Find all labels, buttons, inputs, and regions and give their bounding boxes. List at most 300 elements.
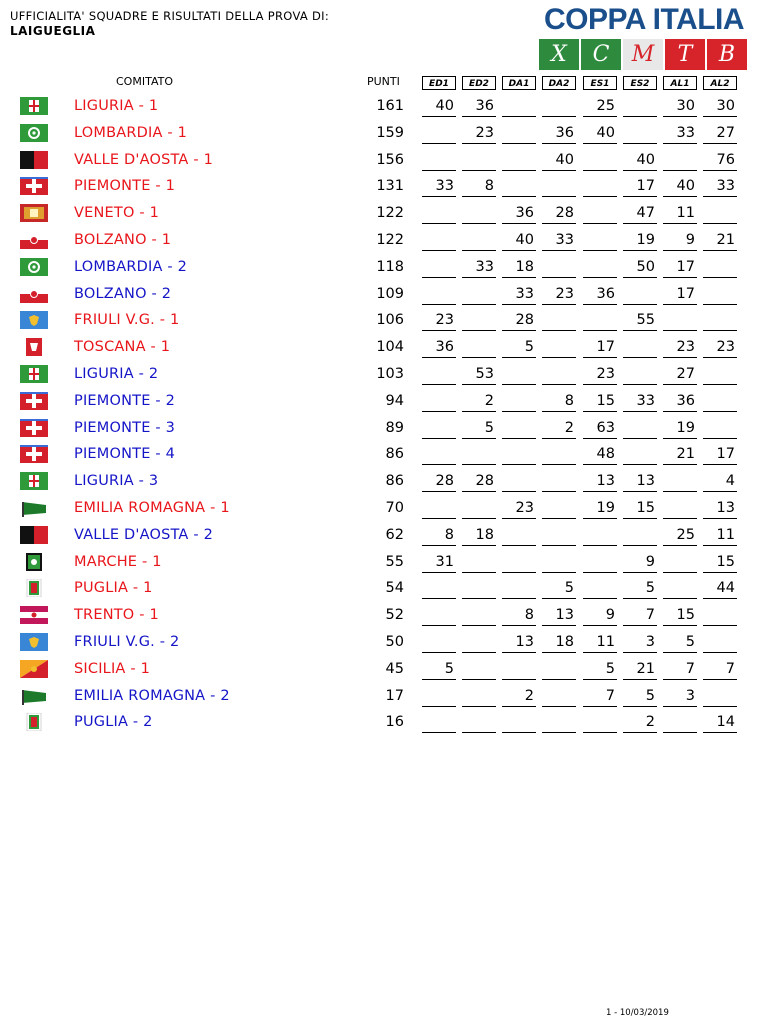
score-cell-es1 <box>583 579 617 599</box>
puglia-flag-icon <box>20 579 48 597</box>
sicilia-flag-icon <box>20 660 48 678</box>
piemonte-flag-icon <box>20 392 48 410</box>
score-cell-es1: 17 <box>583 338 617 358</box>
score-cell-al1: 9 <box>663 231 697 251</box>
score-cell-da2 <box>542 365 576 385</box>
column-header-comitato: COMITATO <box>116 75 173 88</box>
team-points: 94 <box>385 392 404 409</box>
score-cell-ed1 <box>422 499 456 519</box>
score-cell-ed1 <box>422 633 456 653</box>
piemonte-flag-icon <box>20 419 48 437</box>
team-points: 17 <box>385 687 404 704</box>
score-cell-ed2 <box>462 151 496 171</box>
team-points: 109 <box>376 285 404 302</box>
score-cell-es1: 23 <box>583 365 617 385</box>
team-points: 45 <box>385 660 404 677</box>
team-name: PUGLIA - 2 <box>74 714 153 731</box>
score-cell-al2: 4 <box>703 472 737 492</box>
score-cell-ed1 <box>422 365 456 385</box>
column-code-es1: ES1 <box>583 76 617 90</box>
team-points: 122 <box>376 205 404 222</box>
team-points: 89 <box>385 419 404 436</box>
score-cell-al1 <box>663 311 697 331</box>
score-cell-al1: 15 <box>663 606 697 626</box>
score-cell-da2: 33 <box>542 231 576 251</box>
logo-title: COPPA ITALIA <box>543 3 745 36</box>
veneto-flag-icon <box>20 204 48 222</box>
lombardia-flag-icon <box>20 258 48 276</box>
score-cell-al1: 7 <box>663 660 697 680</box>
marche-flag-icon <box>20 553 48 571</box>
score-cell-al2 <box>703 311 737 331</box>
score-cell-ed1: 31 <box>422 553 456 573</box>
score-cell-ed2: 53 <box>462 365 496 385</box>
score-cell-da2: 36 <box>542 124 576 144</box>
score-cell-es1: 15 <box>583 392 617 412</box>
table-row <box>0 442 768 469</box>
score-cell-al2 <box>703 285 737 305</box>
score-cell-es1: 19 <box>583 499 617 519</box>
score-cell-ed2 <box>462 285 496 305</box>
score-cell-al1: 3 <box>663 687 697 707</box>
column-code-da2: DA2 <box>542 76 576 90</box>
liguria-flag-icon <box>20 365 48 383</box>
team-points: 86 <box>385 446 404 463</box>
score-cell-da1 <box>502 97 536 117</box>
table-row <box>0 416 768 443</box>
team-name: PIEMONTE - 2 <box>74 392 176 409</box>
score-cell-da1 <box>502 472 536 492</box>
table-row <box>0 362 768 389</box>
score-cell-ed1 <box>422 204 456 224</box>
score-cell-al1: 27 <box>663 365 697 385</box>
friuli-flag-icon <box>20 633 48 651</box>
score-cell-al2: 15 <box>703 553 737 573</box>
score-cell-ed2: 28 <box>462 472 496 492</box>
score-cell-da2 <box>542 553 576 573</box>
score-cell-es1 <box>583 311 617 331</box>
score-cell-al2: 76 <box>703 151 737 171</box>
score-cell-da1 <box>502 151 536 171</box>
emilia-flag-icon <box>20 499 48 517</box>
table-row <box>0 684 768 711</box>
table-row <box>0 94 768 121</box>
score-cell-da2 <box>542 258 576 278</box>
score-cell-es1: 36 <box>583 285 617 305</box>
score-cell-al1: 25 <box>663 526 697 546</box>
score-cell-al2 <box>703 419 737 439</box>
table-row <box>0 389 768 416</box>
score-cell-da2: 18 <box>542 633 576 653</box>
team-points: 54 <box>385 580 404 597</box>
score-cell-da2 <box>542 445 576 465</box>
table-row <box>0 121 768 148</box>
score-cell-ed2 <box>462 499 496 519</box>
team-name: FRIULI V.G. - 2 <box>74 634 180 650</box>
toscana-flag-icon <box>20 338 48 356</box>
score-cell-al2: 7 <box>703 660 737 680</box>
score-cell-ed2 <box>462 633 496 653</box>
score-cell-al2: 30 <box>703 97 737 117</box>
score-cell-es1: 13 <box>583 472 617 492</box>
team-name: LOMBARDIA - 2 <box>74 258 188 275</box>
table-row <box>0 657 768 684</box>
score-cell-ed1 <box>422 231 456 251</box>
score-cell-da2 <box>542 713 576 733</box>
score-cell-al1: 23 <box>663 338 697 358</box>
score-cell-es2: 40 <box>623 151 657 171</box>
score-cell-al1: 40 <box>663 177 697 197</box>
score-cell-ed1 <box>422 606 456 626</box>
team-name: PIEMONTE - 3 <box>74 419 176 436</box>
score-cell-al2: 13 <box>703 499 737 519</box>
score-cell-es2: 47 <box>623 204 657 224</box>
team-name: EMILIA ROMAGNA - 2 <box>74 687 230 704</box>
score-cell-da1: 33 <box>502 285 536 305</box>
logo-tile-m: M <box>623 39 663 70</box>
team-name: VALLE D'AOSTA - 2 <box>74 526 213 543</box>
column-code-da1: DA1 <box>502 76 536 90</box>
score-cell-al2: 27 <box>703 124 737 144</box>
score-cell-ed2: 2 <box>462 392 496 412</box>
score-cell-es2: 13 <box>623 472 657 492</box>
score-cell-da2 <box>542 177 576 197</box>
score-cell-ed2: 36 <box>462 97 496 117</box>
score-cell-da2 <box>542 311 576 331</box>
score-cell-es1: 63 <box>583 419 617 439</box>
liguria-flag-icon <box>20 472 48 490</box>
score-cell-ed2 <box>462 338 496 358</box>
score-cell-al2 <box>703 365 737 385</box>
team-name: VALLE D'AOSTA - 1 <box>74 151 213 168</box>
header-title: UFFICIALITA' SQUADRE E RISULTATI DELLA PROVA DI: <box>10 9 330 23</box>
score-cell-ed1: 23 <box>422 311 456 331</box>
score-cell-es2: 50 <box>623 258 657 278</box>
score-cell-ed1: 28 <box>422 472 456 492</box>
team-points: 118 <box>376 258 404 275</box>
logo-tiles <box>539 39 747 70</box>
score-cell-da1 <box>502 445 536 465</box>
score-cell-es1 <box>583 151 617 171</box>
puglia-flag-icon <box>20 713 48 731</box>
score-cell-es1 <box>583 553 617 573</box>
score-cell-ed2: 33 <box>462 258 496 278</box>
score-cell-ed2 <box>462 713 496 733</box>
team-name: MARCHE - 1 <box>74 553 162 570</box>
score-cell-ed1: 40 <box>422 97 456 117</box>
score-cell-es2 <box>623 124 657 144</box>
score-cell-al1: 36 <box>663 392 697 412</box>
score-cell-ed1 <box>422 258 456 278</box>
team-points: 86 <box>385 473 404 490</box>
score-cell-al1 <box>663 713 697 733</box>
table-row <box>0 603 768 630</box>
score-cell-es2: 33 <box>623 392 657 412</box>
team-name: BOLZANO - 2 <box>74 285 172 302</box>
score-cell-es1: 40 <box>583 124 617 144</box>
team-points: 70 <box>385 500 404 516</box>
score-cell-ed2 <box>462 579 496 599</box>
score-cell-ed1: 36 <box>422 338 456 358</box>
score-cell-da1 <box>502 392 536 412</box>
score-cell-al1: 30 <box>663 97 697 117</box>
table-row <box>0 308 768 335</box>
aosta-flag-icon <box>20 151 48 169</box>
score-cell-da1 <box>502 124 536 144</box>
score-cell-da2 <box>542 687 576 707</box>
table-row <box>0 550 768 577</box>
score-cell-es2 <box>623 338 657 358</box>
score-cell-da2 <box>542 526 576 546</box>
score-cell-da2: 5 <box>542 579 576 599</box>
page-footer: 1 - 10/03/2019 <box>606 1008 669 1018</box>
score-cell-al2: 33 <box>703 177 737 197</box>
score-cell-es2: 9 <box>623 553 657 573</box>
team-points: 52 <box>385 607 404 624</box>
piemonte-flag-icon <box>20 177 48 195</box>
team-name: EMILIA ROMAGNA - 1 <box>74 500 230 516</box>
score-cell-al1: 21 <box>663 445 697 465</box>
score-cell-es1: 7 <box>583 687 617 707</box>
score-cell-ed1 <box>422 687 456 707</box>
score-cell-al1 <box>663 579 697 599</box>
team-name: PIEMONTE - 4 <box>74 446 176 463</box>
team-points: 104 <box>376 339 404 356</box>
score-cell-ed2 <box>462 204 496 224</box>
bolzano-flag-icon <box>20 231 48 249</box>
score-cell-da1 <box>502 177 536 197</box>
column-code-ed2: ED2 <box>462 76 496 90</box>
score-cell-ed2 <box>462 553 496 573</box>
score-cell-da2 <box>542 660 576 680</box>
score-cell-da1: 5 <box>502 338 536 358</box>
team-name: LIGURIA - 2 <box>74 366 159 382</box>
table-row <box>0 710 768 737</box>
score-cell-al1 <box>663 151 697 171</box>
table-row <box>0 148 768 175</box>
lombardia-flag-icon <box>20 124 48 142</box>
score-cell-es2 <box>623 526 657 546</box>
score-cell-al2 <box>703 687 737 707</box>
score-cell-ed1: 5 <box>422 660 456 680</box>
score-cell-es1: 48 <box>583 445 617 465</box>
score-cell-ed2: 8 <box>462 177 496 197</box>
score-cell-al1: 33 <box>663 124 697 144</box>
emilia-flag-icon <box>20 687 48 705</box>
score-cell-da1: 36 <box>502 204 536 224</box>
team-points: 55 <box>385 553 404 570</box>
team-points: 159 <box>376 124 404 141</box>
team-points: 122 <box>376 232 404 248</box>
score-cell-da1: 23 <box>502 499 536 519</box>
score-cell-al2 <box>703 633 737 653</box>
score-cell-ed2 <box>462 606 496 626</box>
score-cell-ed1 <box>422 124 456 144</box>
score-cell-es2 <box>623 445 657 465</box>
score-cell-es2: 17 <box>623 177 657 197</box>
score-cell-al2: 11 <box>703 526 737 546</box>
score-cell-es1 <box>583 526 617 546</box>
score-cell-es2: 3 <box>623 633 657 653</box>
team-name: PUGLIA - 1 <box>74 580 153 597</box>
header-location: LAIGUEGLIA <box>10 24 96 38</box>
score-cell-da2: 8 <box>542 392 576 412</box>
table-row <box>0 201 768 228</box>
team-points: 131 <box>376 178 404 195</box>
team-name: SICILIA - 1 <box>74 660 151 677</box>
team-points: 62 <box>385 526 404 543</box>
score-cell-ed2: 23 <box>462 124 496 144</box>
score-cell-da1 <box>502 660 536 680</box>
score-cell-es1: 11 <box>583 633 617 653</box>
score-cell-es1 <box>583 258 617 278</box>
score-cell-da1 <box>502 553 536 573</box>
column-code-es2: ES2 <box>623 76 657 90</box>
table-row <box>0 282 768 309</box>
table-row <box>0 469 768 496</box>
score-cell-al2: 44 <box>703 579 737 599</box>
table-row <box>0 523 768 550</box>
score-cell-al1: 19 <box>663 419 697 439</box>
score-cell-da1 <box>502 579 536 599</box>
score-cell-da2 <box>542 97 576 117</box>
score-cell-al1: 5 <box>663 633 697 653</box>
team-name: LIGURIA - 3 <box>74 473 159 490</box>
friuli-flag-icon <box>20 311 48 329</box>
score-cell-al2: 21 <box>703 231 737 251</box>
score-cell-es2: 19 <box>623 231 657 251</box>
column-code-al1: AL1 <box>663 76 697 90</box>
score-cell-ed2 <box>462 660 496 680</box>
score-cell-da2: 40 <box>542 151 576 171</box>
score-cell-ed1 <box>422 713 456 733</box>
score-cell-da2: 28 <box>542 204 576 224</box>
score-cell-ed1 <box>422 579 456 599</box>
score-cell-es1 <box>583 204 617 224</box>
score-cell-es2: 2 <box>623 713 657 733</box>
score-cell-da2 <box>542 338 576 358</box>
score-cell-ed1 <box>422 419 456 439</box>
score-cell-ed2: 18 <box>462 526 496 546</box>
score-cell-es2: 7 <box>623 606 657 626</box>
team-points: 106 <box>376 312 404 329</box>
piemonte-flag-icon <box>20 445 48 463</box>
score-cell-al2: 14 <box>703 713 737 733</box>
column-code-ed1: ED1 <box>422 76 456 90</box>
score-cell-al2: 23 <box>703 338 737 358</box>
team-name: PIEMONTE - 1 <box>74 178 176 195</box>
score-cell-al1: 17 <box>663 285 697 305</box>
table-row <box>0 630 768 657</box>
score-cell-da1 <box>502 419 536 439</box>
score-cell-es2 <box>623 419 657 439</box>
score-cell-da1: 8 <box>502 606 536 626</box>
score-cell-da2: 23 <box>542 285 576 305</box>
score-cell-al2 <box>703 392 737 412</box>
score-cell-es1 <box>583 231 617 251</box>
score-cell-es1 <box>583 713 617 733</box>
score-cell-al2 <box>703 204 737 224</box>
column-header-punti: PUNTI <box>367 75 400 88</box>
team-points: 161 <box>376 98 404 114</box>
score-cell-da1 <box>502 365 536 385</box>
score-cell-ed1 <box>422 392 456 412</box>
score-cell-es1: 25 <box>583 97 617 117</box>
logo-tile-c: C <box>581 39 621 70</box>
score-cell-al1: 11 <box>663 204 697 224</box>
score-cell-al2 <box>703 258 737 278</box>
score-cell-es2 <box>623 97 657 117</box>
score-cell-ed2 <box>462 231 496 251</box>
score-cell-da1: 28 <box>502 311 536 331</box>
score-cell-al2 <box>703 606 737 626</box>
score-cell-es2: 55 <box>623 311 657 331</box>
logo-tile-x: X <box>539 39 579 70</box>
score-cell-ed1 <box>422 445 456 465</box>
table-row <box>0 174 768 201</box>
score-cell-al1 <box>663 499 697 519</box>
score-cell-al2: 17 <box>703 445 737 465</box>
team-name: LOMBARDIA - 1 <box>74 124 188 141</box>
score-cell-al1: 17 <box>663 258 697 278</box>
team-points: 50 <box>385 634 404 650</box>
score-cell-es2: 5 <box>623 687 657 707</box>
logo-tile-t: T <box>665 39 705 70</box>
score-cell-da1 <box>502 526 536 546</box>
table-row <box>0 255 768 282</box>
column-code-al2: AL2 <box>703 76 737 90</box>
score-cell-es2: 21 <box>623 660 657 680</box>
team-name: LIGURIA - 1 <box>74 98 159 114</box>
score-cell-es2 <box>623 365 657 385</box>
table-row <box>0 228 768 255</box>
team-points: 16 <box>385 714 404 731</box>
team-name: FRIULI V.G. - 1 <box>74 312 180 329</box>
team-name: TOSCANA - 1 <box>74 339 171 356</box>
team-name: BOLZANO - 1 <box>74 232 172 248</box>
score-cell-ed1: 33 <box>422 177 456 197</box>
table-row <box>0 496 768 523</box>
score-cell-ed2 <box>462 687 496 707</box>
score-cell-da2: 13 <box>542 606 576 626</box>
team-points: 103 <box>376 366 404 382</box>
score-cell-al1 <box>663 553 697 573</box>
score-cell-ed2: 5 <box>462 419 496 439</box>
score-cell-da2 <box>542 499 576 519</box>
score-cell-es2 <box>623 285 657 305</box>
team-name: VENETO - 1 <box>74 205 160 222</box>
logo-tile-b: B <box>707 39 747 70</box>
score-cell-ed1 <box>422 151 456 171</box>
score-cell-es1: 9 <box>583 606 617 626</box>
table-row <box>0 576 768 603</box>
score-cell-es1: 5 <box>583 660 617 680</box>
team-points: 156 <box>376 151 404 168</box>
score-cell-da1: 2 <box>502 687 536 707</box>
liguria-flag-icon <box>20 97 48 115</box>
score-cell-da1 <box>502 713 536 733</box>
team-name: TRENTO - 1 <box>74 607 159 624</box>
score-cell-ed2 <box>462 445 496 465</box>
score-cell-da1: 13 <box>502 633 536 653</box>
score-cell-es1 <box>583 177 617 197</box>
bolzano-flag-icon <box>20 285 48 303</box>
score-cell-es2: 5 <box>623 579 657 599</box>
score-cell-da1: 18 <box>502 258 536 278</box>
score-cell-al1 <box>663 472 697 492</box>
table-row <box>0 335 768 362</box>
score-cell-da2: 2 <box>542 419 576 439</box>
